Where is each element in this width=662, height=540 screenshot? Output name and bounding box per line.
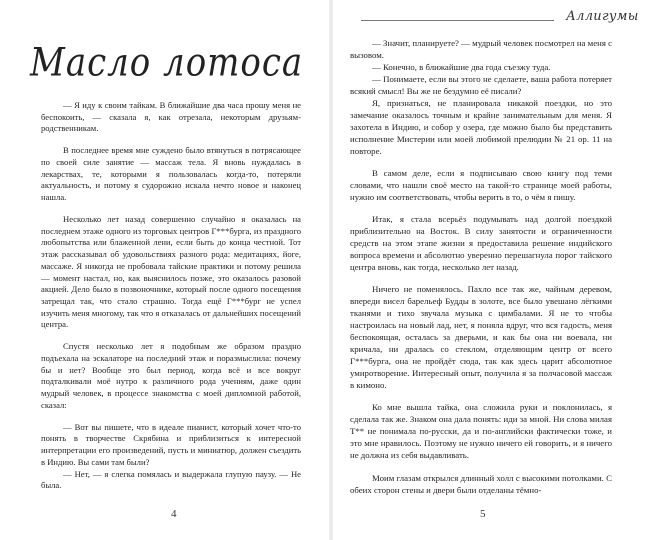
page-number: 5	[480, 508, 486, 520]
running-head: Аллигумы	[566, 9, 639, 24]
paragraph: Я, признаться, не планировала никакой поездки, но это замечание оказалось точным и крайне занимательным для меня. Я захотела в Индию, и собор у озера, где можно было бы представить исполнение Мистерии или моей любимой прелюдии № 21 ор. 11 на повторе.	[350, 98, 612, 157]
paragraph: Спустя несколько лет я подобным же образом праздно подъехала на эскалаторе на последний этаж и поразмыслила: почему бы и нет? Вообще это был период, когда всё и все вокруг подталкивали моё нутро к различного рода учениям, даже один мудрый человек, в процессе знакомства с моей дипломной работой, сказал:	[41, 341, 301, 410]
paragraph: — Понимаете, если вы этого не сделаете, ваша работа потеряет всякий смысл! Вы же не бездумно её писали?	[350, 74, 612, 97]
paragraph: Несколько лет назад совершенно случайно я оказалась на последнем этаже одного из торговых центров Г***бурга, из праздного любопытства или блаженной лени, если быть до конца честной. Тот этаж рассказывал об удовольствиях разного рода: медитациях, йоге, массаже. Я никогда не пробовала тайские практики и потому решила — момент настал, но, как выяснилось позже, это оказалось разовой акцией. Дело было в позвоночнике, который после одного посещения затрещал так, что стало страшно. Тогда ещё Г***бург не успел изучить меня многому, так что я отказалась от дальнейших посещений центра.	[41, 213, 301, 330]
left-page-body	[41, 100, 301, 492]
chapter-title: Масло лотоса	[30, 40, 304, 86]
paragraph: — Вот вы пишете, что в идеале пианист, который хочет что-то понять в творчестве Скрябина и приблизиться к интересной интерпретации его произведений, пусть и миниатюр, должен съездить в Индию. Вы сами там были?	[41, 421, 301, 467]
paragraph: Ко мне вышла тайка, она сложила руки и поклонилась, я сделала так же. Знаком она дала понять: иди за мной. Ни слова милая Т** не понимала по-русски, да и по-английски фактически тоже, и это мне нравилось. Поэтому не нужно ничего ей говорить, и я ничего не должна из себя выдавливать.	[350, 402, 612, 461]
paragraph: В последнее время мне суждено было втянуться в потрясающее по своей силе занятие — массаж тела. Я вновь нуждалась в лекарствах, те, которыми я пользовалась когда-то, потеряли актуальность, и потому я судорожно искала нечто новое и наконец нашла.	[41, 145, 301, 203]
paragraph: Моим глазам открылся длинный холл с высокими потолками. С обеих сторон стены и двери были отделаны тёмно-	[350, 472, 612, 495]
paragraph: — Нет, — я слегка помялась и выдержала глупую паузу. — Не была.	[41, 468, 301, 491]
paragraph: — Конечно, в ближайшие два года съезжу туда.	[372, 62, 551, 73]
right-page-body	[350, 37, 612, 496]
paragraph: Итак, я стала всерьёз подумывать над долгой поездкой приблизительно на Восток. В силу занятости и ограниченности средств на этом этапе жизни я предоставила решение индийского вопроса времени и абсолютно уверенно перешагнула порог тайского центра вновь, как тогда, несколько лет назад.	[350, 214, 612, 273]
page-number: 4	[171, 508, 177, 520]
running-head-rule	[361, 20, 554, 21]
paragraph: — Значит, планируете? — мудрый человек посмотрел на меня с вызовом.	[350, 38, 612, 61]
paragraph: — Я иду к своим тайкам. В ближайшие два часа прошу меня не беспокоить, — сказала я, как отрезала, некоторым друзьям-родственникам.	[41, 100, 301, 134]
paragraph: Ничего не поменялось. Пахло все так же, чайным деревом, впереди висел барельеф Будды в золоте, все было увешано лёгкими тканями и тихо звучала музыка с цимбалами. Я не то чтобы настроилась на новый лад, нет, я поняла вдруг, что вся гадость, меня беспокоящая, осталась за дверьми, и как бы она ни воевала, ни кричала, ни дралась со стеклом, отделяющим центр от всего Г***бурга, она не пройдёт сюда, так как здесь царит абсолютное умиротворение. Интересный опыт, получила я за полчасовой массаж в кимоно.	[350, 284, 612, 391]
paragraph: В самом деле, если я подписываю свою книгу под теми словами, что нашли своё место на такой-то странице моей работы, нужно им соответствовать, чтобы верить в то, о чём я пишу.	[350, 168, 612, 203]
